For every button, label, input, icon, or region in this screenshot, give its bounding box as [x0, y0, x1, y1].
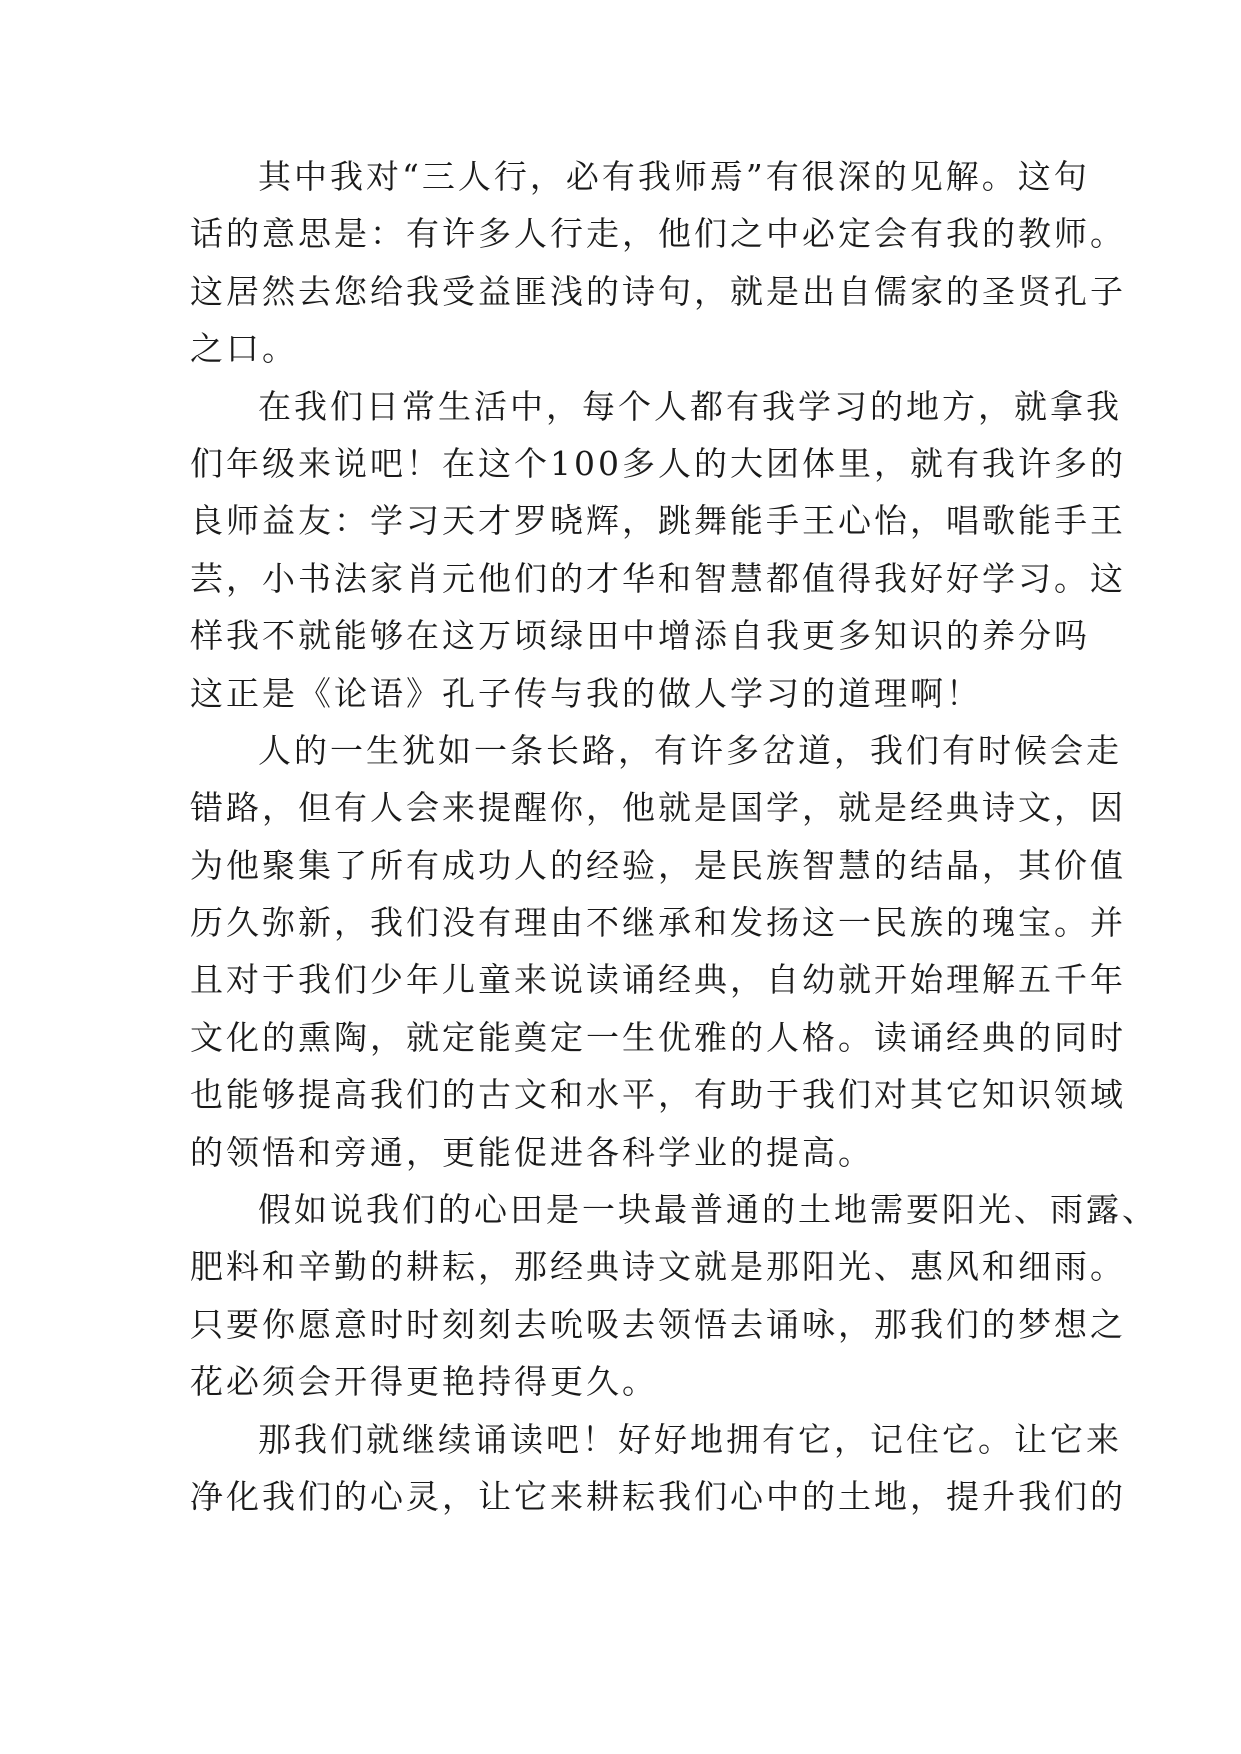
paragraph-2-line-6: 这正是《论语》孔子传与我的做人学习的道理啊！ [190, 673, 982, 713]
paragraph-3-line-5: 且对于我们少年儿童来说读诵经典，自幼就开始理解五千年 [190, 960, 1126, 1000]
paragraph-2-line-1: 在我们日常生活中，每个人都有我学习的地方，就拿我 [258, 386, 1122, 426]
paragraph-5-line-1: 那我们就继续诵读吧！好好地拥有它，记住它。让它来 [258, 1419, 1122, 1459]
paragraph-1-line-3: 这居然去您给我受益匪浅的诗句，就是出自儒家的圣贤孔子 [190, 271, 1126, 311]
paragraph-3-line-7: 也能够提高我们的古文和水平，有助于我们对其它知识领域 [190, 1075, 1126, 1115]
paragraph-1-line-1: 其中我对“三人行，必有我师焉”有很深的见解。这句 [258, 157, 1090, 196]
paragraph-4-line-1: 假如说我们的心田是一块最普通的土地需要阳光、雨露、 [258, 1190, 1158, 1230]
paragraph-1-line-2: 话的意思是：有许多人行走，他们之中必定会有我的教师。 [190, 214, 1126, 254]
paragraph-4-line-4: 花必须会开得更艳持得更久。 [190, 1362, 658, 1402]
document-body [190, 148, 1158, 1525]
paragraph-1-line-4: 之口。 [190, 329, 298, 369]
paragraph-2-line-4: 芸，小书法家肖元他们的才华和智慧都值得我好好学习。这 [190, 558, 1126, 598]
paragraph-3-line-3: 为他聚集了所有成功人的经验，是民族智慧的结晶，其价值 [190, 845, 1126, 885]
paragraph-2-line-3: 良师益友：学习天才罗晓辉，跳舞能手王心怡，唱歌能手王 [190, 501, 1126, 541]
paragraph-3-line-6: 文化的熏陶，就定能奠定一生优雅的人格。读诵经典的同时 [190, 1017, 1126, 1057]
paragraph-4-line-2: 肥料和辛勤的耕耘，那经典诗文就是那阳光、惠风和细雨。 [190, 1247, 1126, 1287]
paragraph-2-line-2: 们年级来说吧！在这个100多人的大团体里，就有我许多的 [190, 443, 1126, 483]
paragraph-2-line-5: 样我不就能够在这万顷绿田中增添自我更多知识的养分吗 [190, 616, 1090, 656]
paragraph-4-line-3: 只要你愿意时时刻刻去吮吸去领悟去诵咏，那我们的梦想之 [190, 1304, 1126, 1344]
paragraph-5-line-2: 净化我们的心灵，让它来耕耘我们心中的土地，提升我们的 [190, 1476, 1126, 1516]
paragraph-3-line-8: 的领悟和旁通，更能促进各科学业的提高。 [190, 1132, 874, 1172]
paragraph-3-line-1: 人的一生犹如一条长路，有许多岔道，我们有时候会走 [258, 730, 1122, 770]
paragraph-3-line-4: 历久弥新，我们没有理由不继承和发扬这一民族的瑰宝。并 [190, 903, 1126, 943]
paragraph-3-line-2: 错路，但有人会来提醒你，他就是国学，就是经典诗文，因 [190, 788, 1126, 828]
